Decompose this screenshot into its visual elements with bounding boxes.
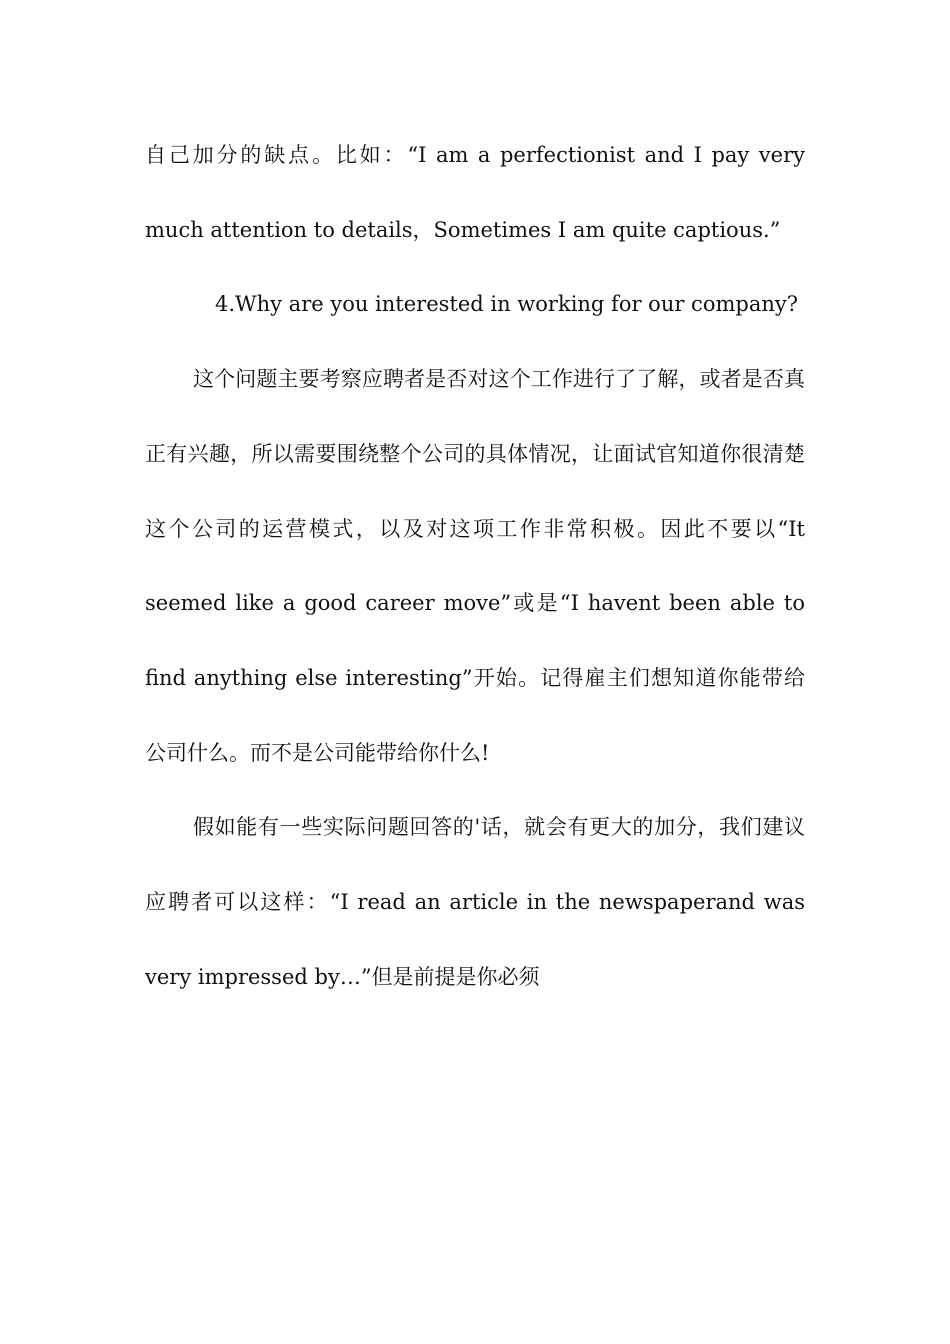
question-heading: 4.Why are you interested in working for our company? [215,292,798,317]
document-body [145,118,805,1014]
paragraph-answer-suggestion: 假如能有一些实际问题回答的'话，就会有更大的加分，我们建议应聘者可以这样：“I read an article in the newspaperand was very impressed by…”但是前提是你必须 [145,815,805,989]
paragraph-question-explanation: 这个问题主要考察应聘者是否对这个工作进行了了解，或者是否真正有兴趣，所以需要围绕整个公司的具体情况，让面试官知道你很清楚这个公司的运营模式，以及对这项工作非常积极。因此不要以“It seemed like a good career move”或是“I havent been able to find anything else interesting”开始。记得雇主们想知道你能带给公司什么。而不是公司能带给你什么! [145,367,805,765]
paragraph-weakness-example: 自己加分的缺点。比如：“I am a perfectionist and I pay very much attention to details，Sometimes I am quite captious.” [145,143,805,242]
